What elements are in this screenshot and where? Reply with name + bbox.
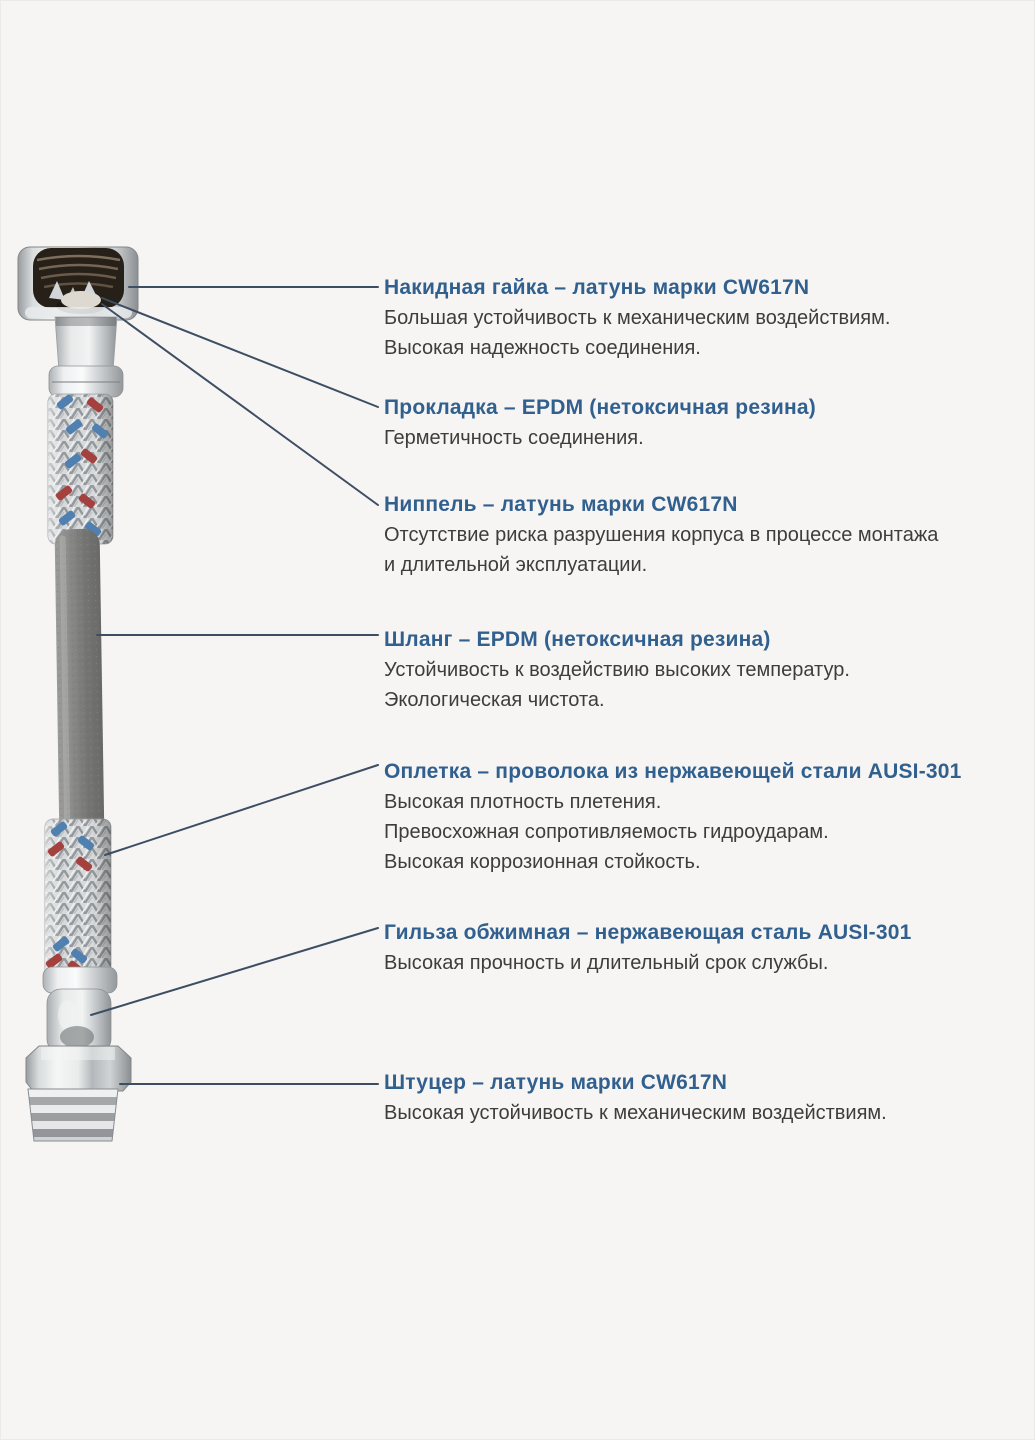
leader-braid xyxy=(105,765,378,855)
annotation-line: Высокая плотность плетения. xyxy=(384,791,662,813)
hose-photo xyxy=(1,1,1035,1440)
braid-bottom-image xyxy=(45,819,111,977)
annotation-title: Штуцер – латунь марки CW617N xyxy=(384,1071,728,1094)
annotation-line: Герметичность соединения. xyxy=(384,427,644,449)
leader-crimp-sleeve xyxy=(91,928,378,1015)
annotation-line: Высокая надежность соединения. xyxy=(384,337,701,359)
annotation-line: Экологическая чистота. xyxy=(384,689,605,711)
union-nut-image xyxy=(18,247,138,320)
annotation-line: Высокая устойчивость к механическим воздействиям. xyxy=(384,1102,887,1124)
annotation-line: Большая устойчивость к механическим воздействиям. xyxy=(384,307,891,329)
annotation-hose xyxy=(384,625,1024,715)
annotation-line: и длительной эксплуатации. xyxy=(384,554,648,576)
rubber-hose-image xyxy=(55,529,105,842)
annotation-fitting xyxy=(384,1068,1024,1128)
leader-gasket xyxy=(102,298,378,407)
annotation-title: Ниппель – латунь марки CW617N xyxy=(384,493,738,516)
annotation-gasket xyxy=(384,393,1024,453)
annotation-title: Гильза обжимная – нержавеющая сталь AUSI-301 xyxy=(384,921,912,944)
annotation-title: Шланг – EPDM (нетоксичная резина) xyxy=(384,628,771,651)
annotation-title: Оплетка – проволока из нержавеющей стали AUSI-301 xyxy=(384,760,962,783)
annotation-union-nut xyxy=(384,273,1024,363)
male-fitting-image xyxy=(26,1046,131,1143)
annotation-line: Высокая прочность и длительный срок службы. xyxy=(384,952,829,974)
annotation-line: Высокая коррозионная стойкость. xyxy=(384,851,701,873)
leader-nipple xyxy=(102,304,378,505)
annotation-line: Устойчивость к воздействию высоких температур. xyxy=(384,659,850,681)
annotation-crimp-sleeve xyxy=(384,918,1024,978)
leader-lines xyxy=(91,287,378,1084)
nipple-neck-image xyxy=(55,317,117,371)
annotation-line: Превосхожная сопротивляемость гидроударам. xyxy=(384,821,829,843)
braid-top-image xyxy=(48,394,113,544)
annotation-braid xyxy=(384,757,1024,877)
annotation-line: Отсутствие риска разрушения корпуса в процессе монтажа xyxy=(384,524,939,546)
annotation-title: Прокладка – EPDM (нетоксичная резина) xyxy=(384,396,816,419)
fitting-threads xyxy=(28,1089,118,1143)
annotation-nipple xyxy=(384,490,1024,580)
annotation-title: Накидная гайка – латунь марки CW617N xyxy=(384,276,810,299)
crimp-collar-top-image xyxy=(49,366,123,397)
